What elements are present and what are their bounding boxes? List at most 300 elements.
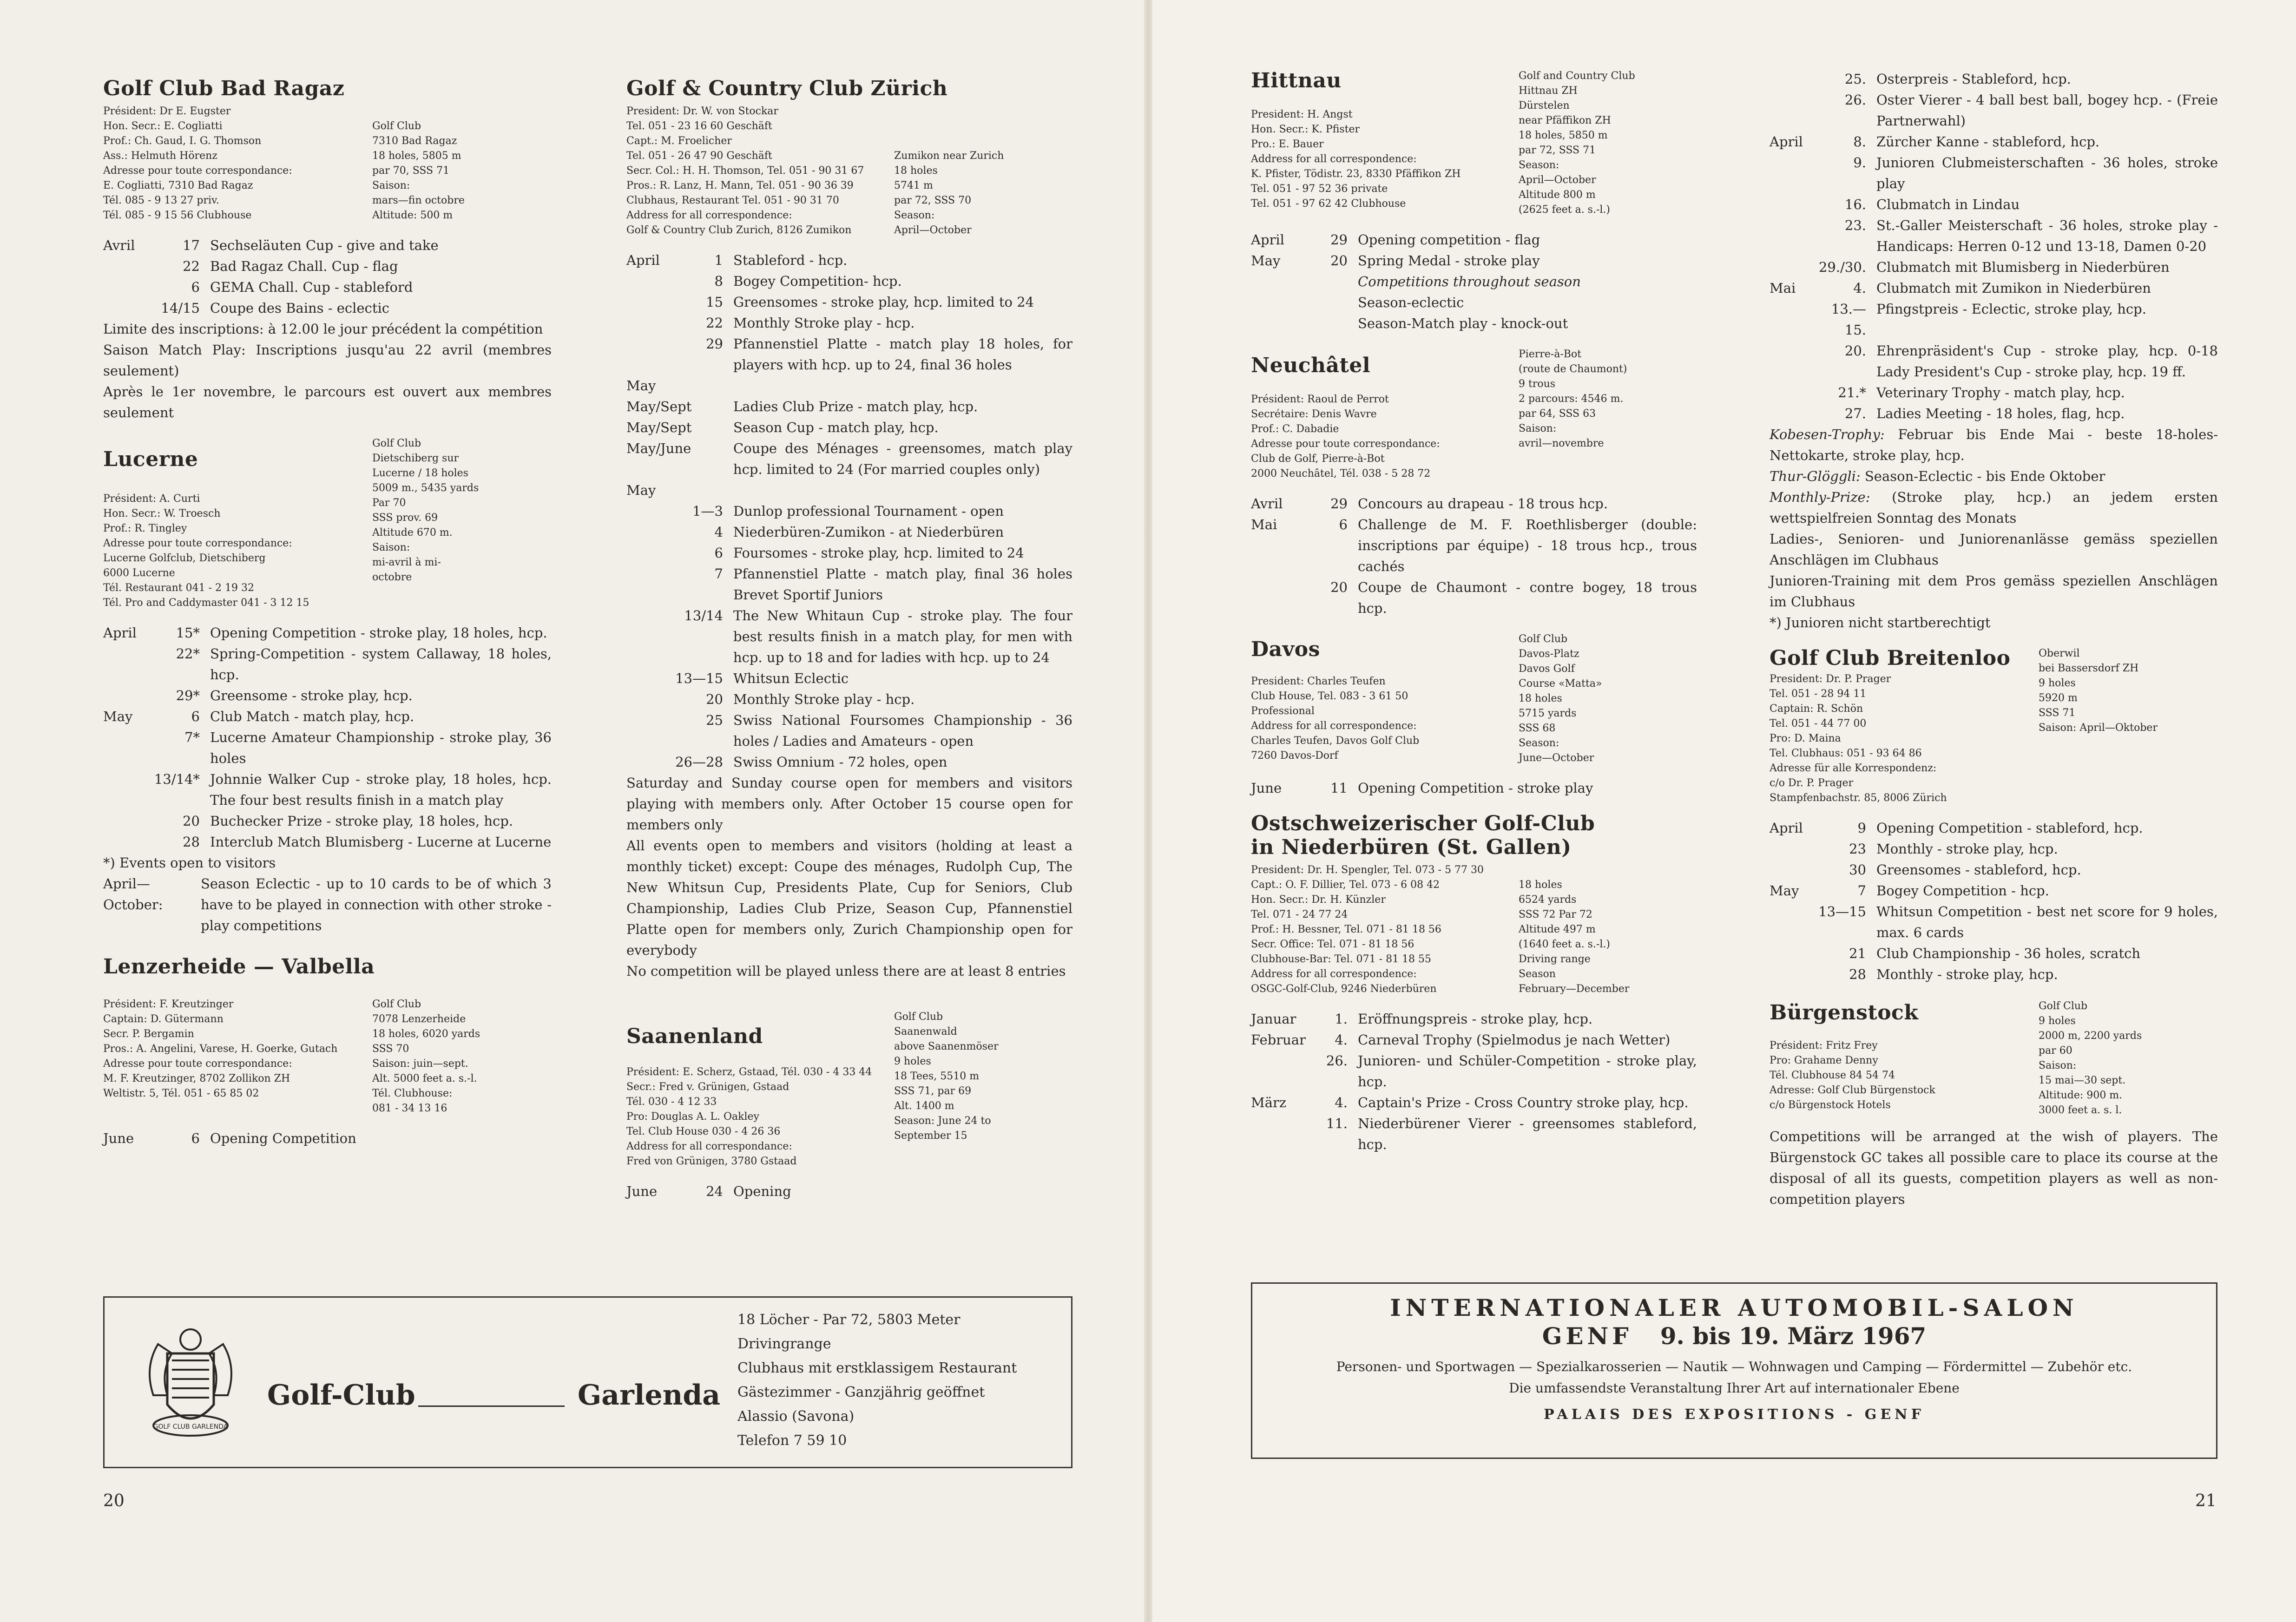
- club-notes: [1770, 529, 2218, 633]
- event-day: 13/14*: [154, 771, 200, 787]
- event-row: [103, 832, 552, 853]
- event-month: Avril: [1251, 496, 1283, 512]
- event-day: 29: [1330, 496, 1348, 512]
- event-text: Johnnie Walker Cup - stroke play, 18 holes, hcp. The four best results finish in a match play: [210, 771, 552, 808]
- event-month: [626, 543, 673, 564]
- event-row: [626, 271, 1072, 292]
- text-line: OSGC-Golf-Club, 9246 Niederbüren: [1251, 983, 1437, 995]
- event-month: April: [1770, 134, 1803, 150]
- event-row: [1770, 90, 2218, 131]
- event-day: 29./30.: [1818, 259, 1866, 275]
- club-title: Golf Club Breitenloo: [1770, 646, 2011, 670]
- event-day: 6: [191, 709, 200, 724]
- event-row: [103, 235, 552, 256]
- event-month: [103, 832, 150, 853]
- event-month: [626, 271, 673, 292]
- event-row: [1770, 860, 2218, 880]
- event-month: May: [103, 709, 133, 724]
- event-day: 20.: [1844, 343, 1866, 359]
- text-line: September 15: [894, 1130, 967, 1142]
- event-day: 6: [191, 279, 200, 295]
- event-text: Dunlop professional Tournament - open: [733, 503, 1004, 519]
- text-line: Tel. 051 - 97 62 42 Clubhouse: [1251, 198, 1406, 210]
- club-burgenstock: [1770, 999, 2218, 1210]
- text-line: 18 holes: [1519, 879, 1562, 891]
- event-text: Pfannenstiel Platte - match play 18 holes, for players with hcp. up to 24, final 36 holes: [733, 336, 1072, 373]
- text-line: 5715 yards: [1519, 708, 1577, 719]
- text-line: Par 70: [372, 497, 406, 509]
- text-line: Captain: D. Gütermann: [103, 1013, 224, 1025]
- text-line: [894, 134, 1072, 149]
- text-line: Tél. 030 - 4 12 33: [626, 1096, 717, 1108]
- event-row: [626, 522, 1072, 543]
- event-month: May: [1251, 253, 1281, 269]
- event-row: [1251, 230, 1697, 250]
- event-day: 15: [706, 294, 723, 310]
- text-line: Golf Club: [1519, 633, 1568, 645]
- event-month: Mai: [1770, 280, 1796, 296]
- text-line: Saison: April—Oktober: [2039, 722, 2158, 734]
- event-row: [1770, 69, 2218, 90]
- text-line: Tél. Clubhouse 84 54 74: [1770, 1070, 1895, 1081]
- event-month: [626, 501, 673, 522]
- event-day: 29: [706, 336, 723, 352]
- event-text: Club Championship - 36 holes, scratch: [1876, 946, 2141, 961]
- event-row: [1770, 257, 2218, 278]
- event-row: [1251, 250, 1697, 271]
- text-line: Season: June 24 to: [894, 1115, 991, 1127]
- event-day: 24: [706, 1183, 723, 1199]
- event-day: 17: [183, 237, 200, 253]
- event-day: 22: [706, 315, 723, 331]
- event-text: The New Whitaun Cup - stroke play. The four best results finish in a match play, for men with hcp. up to 18 and for ladies with hcp. up to 24: [733, 608, 1072, 665]
- text-line: [1519, 863, 1697, 878]
- event-month: [626, 689, 673, 710]
- events-list: [1251, 493, 1697, 619]
- text-line: 6000 Lucerne: [103, 567, 175, 579]
- text-line: Altitude 497 m: [1519, 924, 1596, 935]
- event-month: [626, 292, 673, 313]
- text-line: near Pfäffikon ZH: [1519, 115, 1611, 126]
- text-line: President: H. Angst: [1251, 109, 1353, 120]
- event-day: 22: [183, 258, 200, 274]
- svg-text:GOLF CLUB GARLENDA: GOLF CLUB GARLENDA: [153, 1423, 228, 1431]
- text-line: Secr.: Fred v. Grünigen, Gstaad: [626, 1081, 789, 1093]
- text-line: 5920 m: [2039, 692, 2078, 704]
- event-day: 29*: [176, 688, 200, 703]
- text-line: Pro: Douglas A. L. Oakley: [626, 1111, 759, 1123]
- text-line: Telefon 7 59 10: [737, 1432, 847, 1449]
- text-line: Tel. 051 - 97 52 36 private: [1251, 183, 1388, 195]
- event-row: [1251, 577, 1697, 619]
- events-list: [103, 623, 552, 853]
- text-line: Gästezimmer - Ganzjährig geöffnet: [737, 1384, 985, 1400]
- event-day: 15*: [176, 625, 200, 641]
- event-text: Challenge de M. F. Roethlisberger (double: inscriptions par équipe) - 18 trous hcp., trous cachés: [1358, 517, 1697, 574]
- event-text: Opening Competition - stableford, hcp.: [1876, 820, 2143, 836]
- club-facts: [894, 1010, 1072, 1169]
- event-month: [1770, 215, 1816, 257]
- club-title: Neuchâtel: [1251, 354, 1371, 377]
- note-paragraph: Junioren-Training mit dem Pros gemäss speziellen Anschlägen im Clubhaus: [1770, 573, 2218, 610]
- text-line: April—October: [1519, 174, 1596, 186]
- note-paragraph: All events open to members and visitors (holding at least a monthly ticket) except: Coupe des ménages, Rudolph Cup, The New Whitsun Cup, Presidents Plate, Cup for Seniors, Club Championship, Ladies Club Prize, Season Cup, Pfannenstiel Platte open for members only, Zurich Championship open for everybody: [626, 838, 1072, 958]
- event-day: 7: [714, 566, 723, 582]
- event-day: 13/14: [684, 608, 723, 624]
- event-day: 26—28: [675, 754, 723, 770]
- text-line: 6524 yards: [1519, 894, 1577, 906]
- text-line: Saison:: [1519, 423, 1557, 434]
- event-row: [103, 623, 552, 644]
- event-day: 13—15: [1818, 904, 1866, 919]
- event-text: Bad Ragaz Chall. Cup - flag: [210, 258, 398, 274]
- event-text: Coupe de Chaumont - contre bogey, 18 trous hcp.: [1358, 579, 1697, 616]
- event-row: [1770, 131, 2218, 152]
- text-line: Drivingrange: [737, 1336, 831, 1352]
- text-line: Secrétaire: Denis Wavre: [1251, 408, 1377, 420]
- text-line: Altitude 670 m.: [372, 527, 453, 538]
- event-month: [626, 522, 673, 543]
- text-line: February—December: [1519, 983, 1630, 995]
- event-month: [1770, 943, 1816, 964]
- event-text: Opening Competition - stroke play, 18 holes, hcp.: [210, 625, 547, 641]
- event-day: 7: [1857, 883, 1866, 899]
- event-day: 28: [183, 834, 200, 850]
- event-text: St.-Galler Meisterschaft - 36 holes, stroke play - Handicaps: Herren 0-12 und 13-18, Damen 0-20: [1876, 217, 2218, 254]
- club-info: [626, 104, 885, 238]
- text-line: 9 trous: [1519, 378, 1556, 390]
- text-line: Président: F. Kreutzinger: [103, 998, 234, 1010]
- text-line: Tél. Clubhouse:: [372, 1088, 453, 1099]
- text-line: Hon. Secr.: Dr. H. Künzler: [1251, 894, 1386, 906]
- event-day: 11: [1330, 780, 1348, 796]
- event-month: Februar: [1251, 1032, 1306, 1048]
- text-line: bei Bassersdorf ZH: [2039, 663, 2139, 674]
- text-line: Adresse pour toute correspondance:: [103, 538, 292, 549]
- event-row: [103, 277, 552, 298]
- text-line: avril—novembre: [1519, 438, 1604, 449]
- club-facts: [1519, 632, 1697, 766]
- event-text: Foursomes - stroke play, hcp. limited to 24: [733, 545, 1024, 561]
- text-line: Fred von Grünigen, 3780 Gstaad: [626, 1156, 797, 1167]
- club-bad-ragaz: [103, 77, 552, 423]
- event-day: 4.: [1335, 1032, 1348, 1048]
- event-row: [1770, 901, 2218, 943]
- page-number-left: 20: [103, 1491, 125, 1510]
- club-facts: [1519, 69, 1697, 217]
- club-title: Lucerne: [103, 447, 198, 471]
- text-line: 18 holes: [1519, 693, 1562, 704]
- text-line: Tel. 051 - 28 94 11: [1770, 688, 1867, 700]
- club-breitenloo: [1770, 646, 2218, 985]
- events-list: [626, 1181, 1072, 1202]
- event-text: Bogey Competition- hcp.: [733, 273, 902, 289]
- event-text: Coupe des Ménages - greensomes, match play hcp. limited to 24 (For married couples only): [733, 440, 1072, 477]
- text-line: Saanenwald: [894, 1026, 957, 1038]
- event-row: [103, 727, 552, 769]
- text-line: Altitude 800 m: [1519, 189, 1596, 201]
- trophy-note: Monthly-Prize: (Stroke play, hcp.) an jedem ersten wettspielfreien Sonntag des Monats: [1770, 489, 2218, 526]
- event-day: 23: [1849, 841, 1866, 857]
- text-line: Professional: [1251, 705, 1315, 717]
- club-facts: [2039, 646, 2218, 806]
- text-line: Saison:: [372, 180, 410, 191]
- text-line: Secr. Office: Tel. 071 - 81 18 56: [1251, 939, 1414, 950]
- event-text: GEMA Chall. Cup - stableford: [210, 279, 413, 295]
- event-month: [626, 564, 673, 605]
- event-row: [103, 685, 552, 706]
- event-day: 21.*: [1838, 385, 1866, 401]
- event-text: Monthly Stroke play - hcp.: [733, 315, 915, 331]
- event-text: Eröffnungspreis - stroke play, hcp.: [1358, 1011, 1593, 1027]
- event-text: Interclub Match Blumisberg - Lucerne at Lucerne: [210, 834, 552, 850]
- event-month: Mai: [1251, 517, 1277, 532]
- event-month: [1770, 341, 1816, 382]
- club-facts: [1519, 863, 1697, 997]
- event-day: 1—3: [692, 503, 723, 519]
- event-day: 28: [1849, 966, 1866, 982]
- event-day: [673, 480, 733, 501]
- event-month: [103, 298, 150, 319]
- event-day: 20: [183, 813, 200, 829]
- note-paragraph: Saison Match Play: Inscriptions jusqu'au 22 avril (membres seulement): [103, 342, 552, 379]
- text-line: Address for all correspondance:: [626, 1141, 792, 1152]
- club-info: [103, 492, 363, 611]
- event-row: [626, 438, 1072, 480]
- text-line: Président: E. Scherz, Gstaad, Tél. 030 - 4 33 44: [626, 1066, 872, 1078]
- text-line: Tél. Restaurant 041 - 2 19 32: [103, 582, 255, 594]
- text-line: Club House, Tel. 083 - 3 61 50: [1251, 690, 1408, 702]
- event-text: Opening competition - flag: [1358, 232, 1540, 248]
- text-line: 5009 m., 5435 yards: [372, 482, 479, 494]
- event-text: Junioren- und Schüler-Competition - stroke play, hcp.: [1358, 1053, 1697, 1090]
- text-line: Clubhouse-Bar: Tel. 071 - 81 18 55: [1251, 953, 1432, 965]
- event-month: [1770, 152, 1816, 194]
- text-line: par 64, SSS 63: [1519, 408, 1596, 420]
- garlenda-details: [737, 1308, 1017, 1453]
- ostschweiz-continued: [1770, 69, 2218, 633]
- event-row: [103, 769, 552, 811]
- event-row: [1251, 1009, 1697, 1030]
- event-month: [626, 668, 673, 689]
- text-line: Season: [1519, 968, 1556, 980]
- event-month: May: [626, 482, 656, 498]
- club-title: Saanenland: [626, 1024, 763, 1048]
- text-line: Prof.: R. Tingley: [103, 523, 187, 534]
- event-text: Opening: [733, 1183, 791, 1199]
- event-text: Carneval Trophy (Spielmodus je nach Wetter): [1358, 1032, 1671, 1048]
- events-list: [1251, 1009, 1697, 1155]
- event-text: Osterpreis - Stableford, hcp.: [1876, 71, 2071, 87]
- text-line: 18 holes: [894, 165, 938, 177]
- text-line: Adresse pour toute correspondance:: [103, 165, 292, 177]
- text-line: Pros.: A. Angelini, Varese, H. Goerke, Gutach: [103, 1043, 338, 1055]
- event-day: 8.: [1853, 134, 1866, 150]
- event-row: [626, 564, 1072, 605]
- event-text: Coupe des Bains - eclectic: [210, 300, 390, 316]
- text-line: Golf Club: [372, 120, 421, 132]
- event-row: [103, 644, 552, 685]
- text-line: Davos Golf: [1519, 663, 1575, 675]
- club-note: Competitions will be arranged at the wish of players. The Bürgenstock GC takes all possible care to place its course at the disposal of all its guests, competition players as well as non-competition players: [1770, 1129, 2218, 1207]
- event-text: Greensome - stroke play, hcp.: [210, 688, 413, 703]
- text-line: Prof.: C. Dabadie: [1251, 423, 1339, 435]
- event-row: [626, 710, 1072, 752]
- event-text: Captain's Prize - Cross Country stroke play, hcp.: [1358, 1095, 1689, 1110]
- text-line: Season:: [1519, 737, 1559, 749]
- club-neuchatel: [1251, 347, 1697, 619]
- event-month: May/Sept: [626, 420, 692, 435]
- text-line: 5741 m: [894, 180, 933, 191]
- text-line: Season:: [894, 210, 935, 221]
- text-line: mars—fin octobre: [372, 195, 465, 206]
- salon-title: INTERNATIONALER AUTOMOBIL-SALON: [1390, 1294, 2079, 1321]
- text-line: Pro.: E. Bauer: [1251, 138, 1324, 150]
- text-line: Address for all correspondence:: [1251, 153, 1417, 165]
- events-list: [626, 250, 1072, 773]
- event-month: [1770, 901, 1816, 943]
- text-line: Address for all correspondence:: [626, 210, 792, 221]
- text-line: Hittnau ZH: [1519, 85, 1578, 97]
- text-line: Golf Club: [372, 998, 421, 1010]
- event-day: 13—15: [675, 670, 723, 686]
- event-month: [103, 769, 150, 811]
- event-row: [1251, 1092, 1697, 1113]
- text-line: Clubhaus, Restaurant Tel. 051 - 90 31 70: [626, 195, 839, 206]
- text-line: Pros.: R. Lanz, H. Mann, Tel. 051 - 90 36 39: [626, 180, 854, 191]
- event-row: [1251, 514, 1697, 577]
- event-day: 20: [1330, 253, 1348, 269]
- club-facts: [372, 104, 552, 223]
- text-line: Course «Matta»: [1519, 678, 1602, 690]
- event-text: Greensomes - stroke play, hcp. limited to 24: [733, 294, 1034, 310]
- text-line: 7310 Bad Ragaz: [372, 135, 457, 147]
- event-text: Sechseläuten Cup - give and take: [210, 237, 439, 253]
- text-line: President: Charles Teufen: [1251, 676, 1386, 687]
- event-text: Opening Competition: [210, 1130, 356, 1146]
- salon-tagline: Die umfassendste Veranstaltung Ihrer Art auf internationaler Ebene: [1509, 1380, 1960, 1396]
- event-month: [103, 727, 150, 769]
- event-text: Junioren Clubmeisterschaften - 36 holes, stroke play: [1876, 155, 2218, 191]
- club-title: Hittnau: [1251, 69, 1342, 92]
- event-row: [103, 298, 552, 319]
- text-line: Season-Match play - knock-out: [1358, 315, 1568, 331]
- event-row: [1770, 403, 2218, 424]
- event-month: Avril: [103, 237, 135, 253]
- event-text: Ladies Meeting - 18 holes, flag, hcp.: [1876, 406, 2125, 421]
- event-day: 20: [1330, 579, 1348, 595]
- event-text: Lucerne Amateur Championship - stroke play, 36 holes: [210, 729, 552, 766]
- club-facts: [372, 436, 552, 611]
- page-number-right: 21: [2195, 1491, 2217, 1510]
- text-line: Zumikon near Zurich: [894, 150, 1004, 162]
- event-month: [626, 605, 673, 668]
- event-day: 27.: [1844, 406, 1866, 421]
- event-day: [673, 417, 733, 438]
- text-line: 18 holes, 5805 m: [372, 150, 461, 162]
- text-line: Adresse für alle Korrespondenz:: [1770, 762, 1937, 774]
- salon-venue: PALAIS DES EXPOSITIONS - GENF: [1544, 1406, 1925, 1423]
- event-text: Whitsun Eclectic: [733, 670, 849, 686]
- event-month: [626, 710, 673, 752]
- text-line: Président: A. Curti: [103, 493, 200, 505]
- season-events: [1251, 292, 1697, 334]
- events-list: [1770, 69, 2218, 424]
- text-line: octobre: [372, 571, 412, 583]
- text-line: Pro: Grahame Denny: [1770, 1055, 1878, 1066]
- event-row: [1770, 278, 2218, 299]
- event-day: 6: [191, 1130, 200, 1146]
- event-text: Pfannenstiel Platte - match play, final 36 holes Brevet Sportif Juniors: [733, 566, 1072, 603]
- event-row: [626, 689, 1072, 710]
- divider-line: [418, 1405, 565, 1407]
- event-day: 7*: [184, 729, 200, 745]
- event-row: [626, 605, 1072, 668]
- text-line: Golf Club: [372, 438, 421, 449]
- club-info: [1251, 863, 1510, 997]
- text-line: mi-avril à mi-: [372, 557, 441, 568]
- text-line: above Saanenmöser: [894, 1041, 999, 1052]
- text-line: Hon. Secr.: W. Troesch: [103, 508, 221, 519]
- event-month: [1251, 577, 1297, 619]
- club-davos: [1251, 632, 1697, 799]
- event-text: Monthly Stroke play - hcp.: [733, 691, 915, 707]
- event-month: May/June: [626, 440, 691, 456]
- event-text: Clubmatch mit Blumisberg in Niederbüren: [1876, 259, 2170, 275]
- club-title: Golf Club Bad Ragaz: [103, 77, 345, 100]
- salon-advert: [1251, 1282, 2217, 1459]
- text-line: Address for all correspondence:: [1251, 720, 1417, 732]
- event-month: [1251, 1051, 1297, 1092]
- event-text: Stableford - hcp.: [733, 252, 848, 268]
- text-line: SSS 72 Par 72: [1519, 909, 1592, 920]
- event-month: [1770, 257, 1816, 278]
- event-month: [1770, 839, 1816, 860]
- garlenda-right-label: Garlenda: [578, 1379, 721, 1412]
- text-line: Alt. 5000 feet a. s.-l.: [372, 1073, 477, 1084]
- note-paragraph: Limite des inscriptions: à 12.00 le jour précédent la compétition: [103, 321, 543, 337]
- event-day: 25.: [1844, 71, 1866, 87]
- event-text: Veterinary Trophy - match play, hcp.: [1876, 385, 2125, 401]
- event-day: [673, 396, 733, 417]
- event-row: [1251, 493, 1697, 514]
- text-line: Alt. 1400 m: [894, 1100, 954, 1112]
- right-column-1: [1251, 69, 1697, 1168]
- text-line: [894, 119, 1072, 134]
- event-row: [103, 256, 552, 277]
- event-text: Swiss Omnium - 72 holes, open: [733, 754, 947, 770]
- club-notes: [626, 773, 1072, 982]
- text-line: Golf Club: [2039, 1000, 2088, 1012]
- club-info: [103, 982, 363, 1116]
- event-day: 9: [1857, 820, 1866, 836]
- text-line: Secr. Col.: H. H. Thomson, Tel. 051 - 90 31 67: [626, 165, 864, 177]
- text-line: Dürstelen: [1519, 100, 1570, 112]
- event-month: June: [626, 1183, 658, 1199]
- club-info: [1770, 672, 2030, 806]
- event-day: 23.: [1844, 217, 1866, 233]
- club-title: Lenzerheide — Valbella: [103, 955, 375, 978]
- event-month: März: [1251, 1095, 1287, 1110]
- text-line: SSS 68: [1519, 722, 1556, 734]
- text-line: Tel. Club House 030 - 4 26 36: [626, 1126, 781, 1137]
- text-line: Address for all correspondence:: [1251, 968, 1417, 980]
- event-text: Club Match - match play, hcp.: [210, 709, 414, 724]
- book-spine: [1144, 0, 1152, 1622]
- event-text: Bogey Competition - hcp.: [1876, 883, 2049, 899]
- event-row: [626, 752, 1072, 773]
- event-row: [626, 501, 1072, 522]
